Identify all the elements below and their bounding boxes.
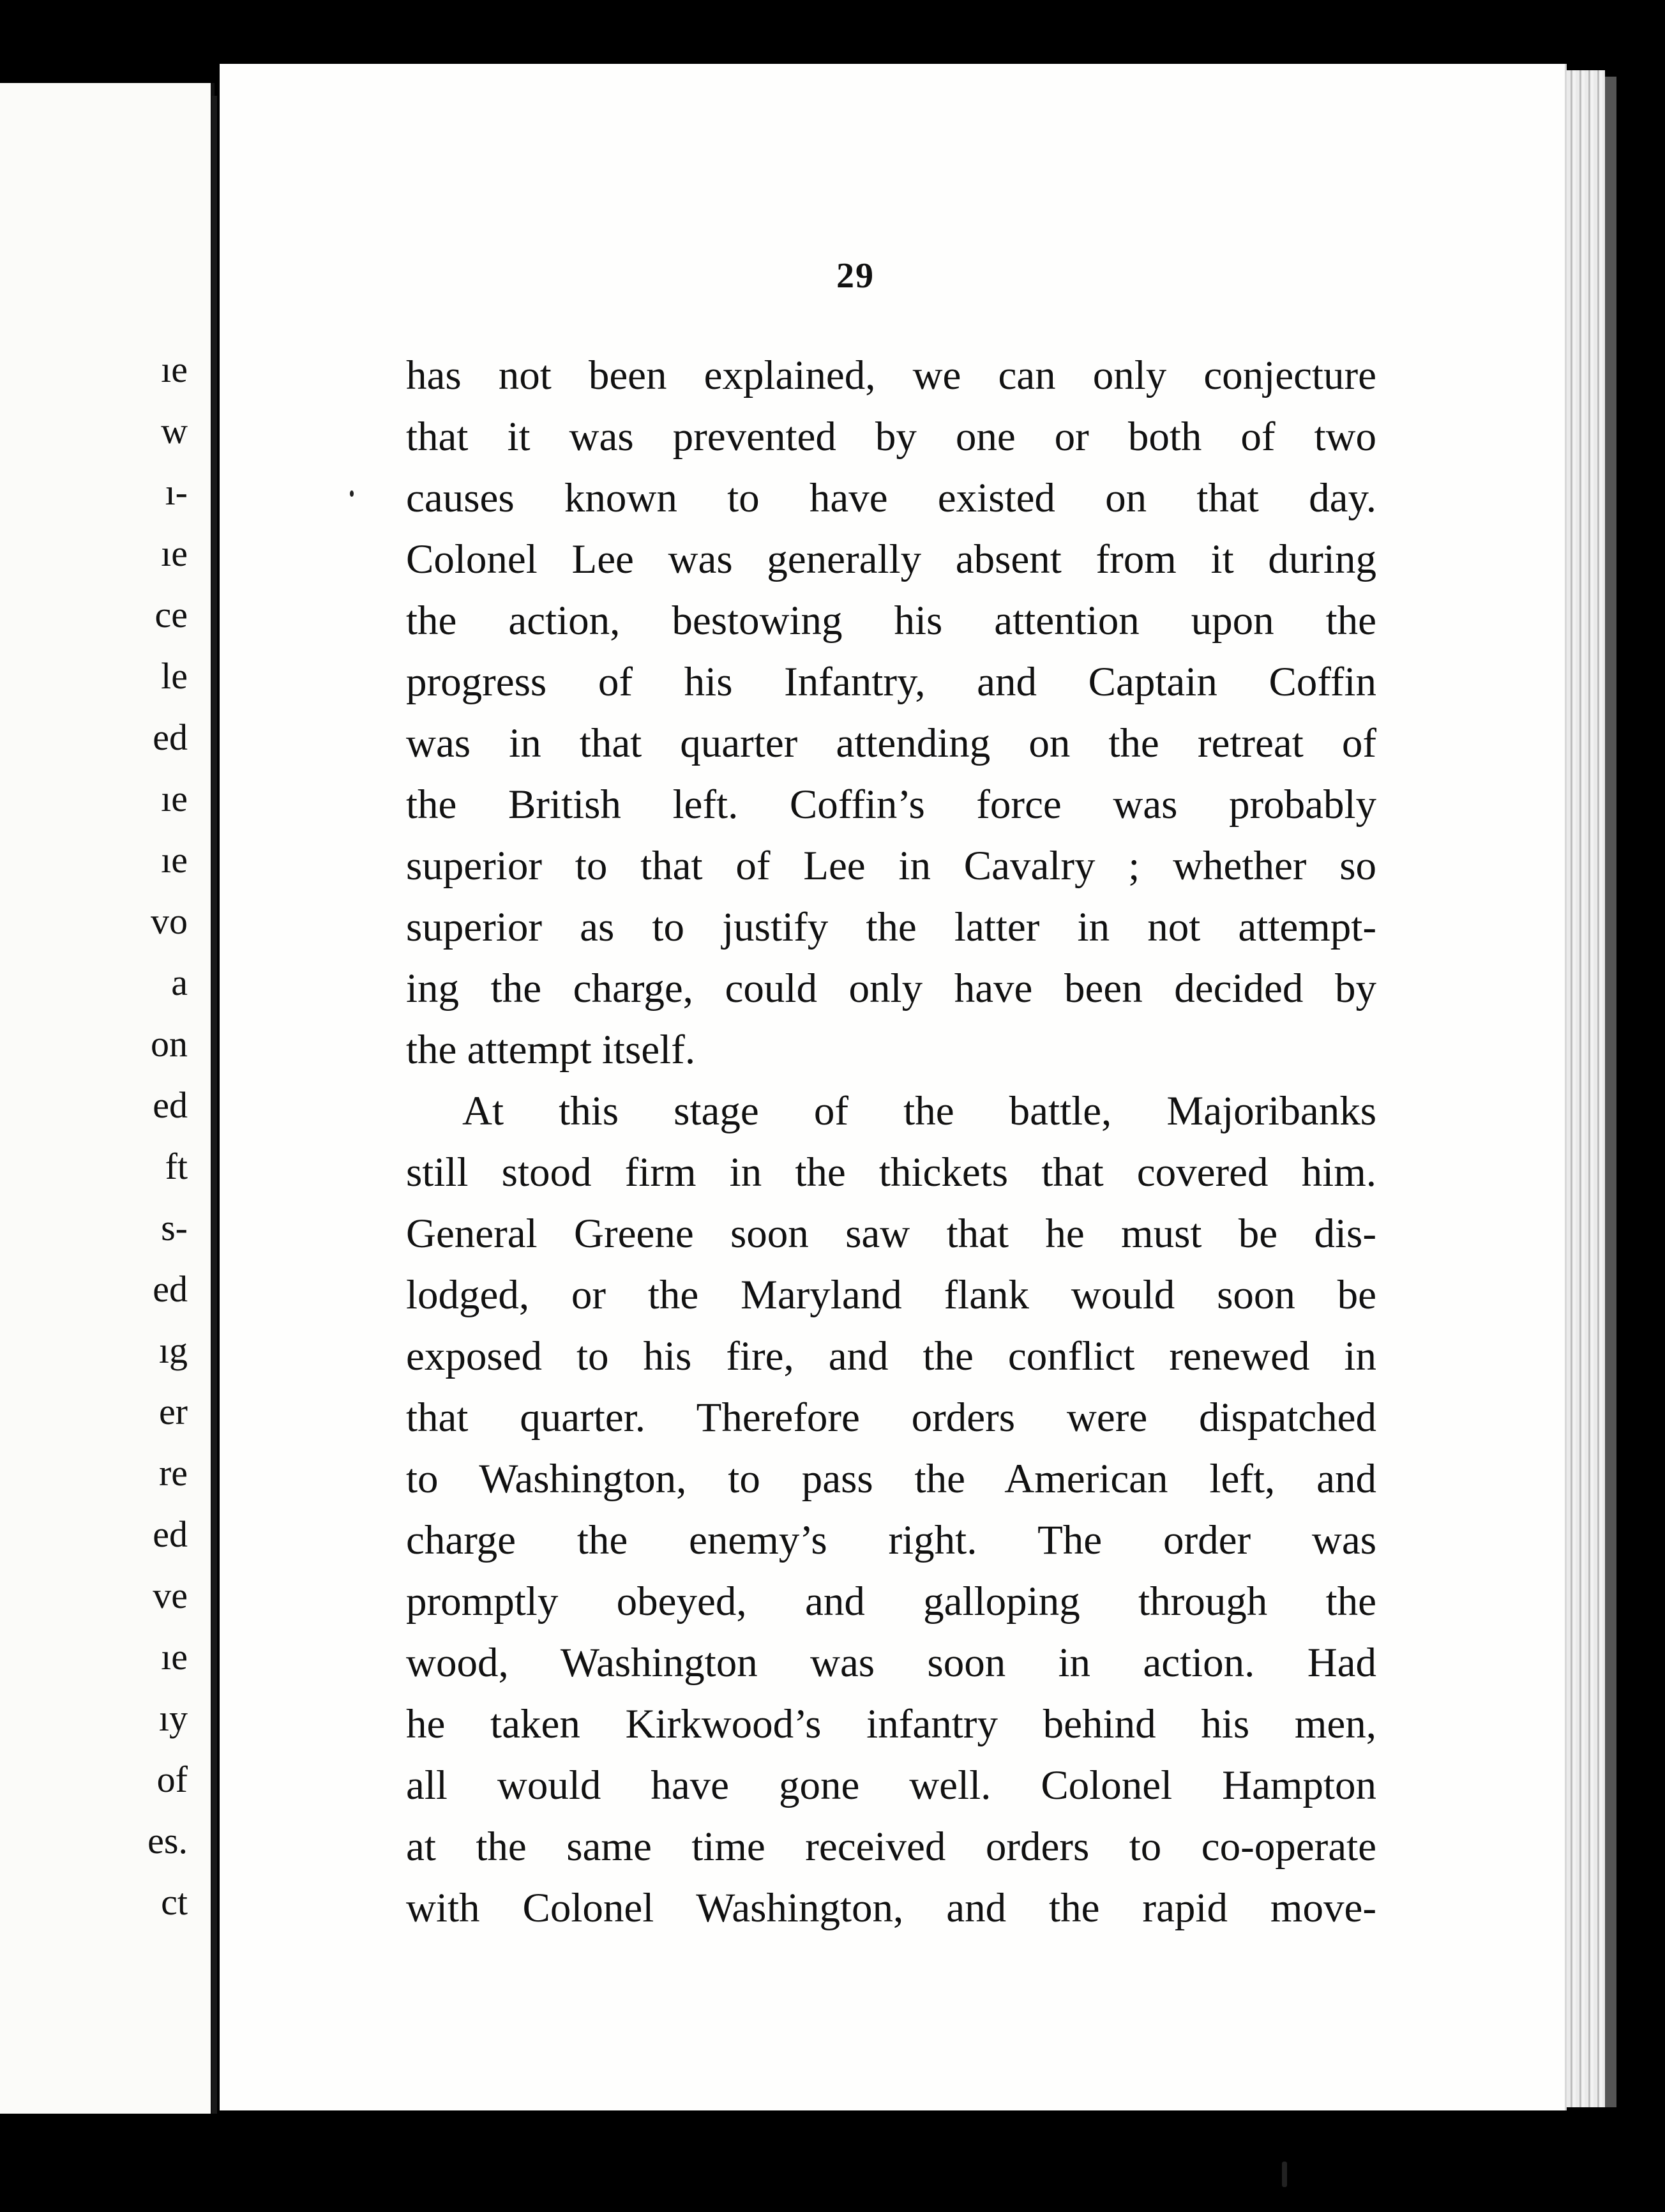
text-line: superior as to justify the latter in not attempt-: [406, 904, 1376, 950]
text-line: At this stage of the battle, Majoribanks: [462, 1088, 1376, 1134]
page-edges: [1567, 70, 1605, 2107]
text-line: superior to that of Lee in Cavalry ; whether so: [406, 843, 1376, 889]
text-line: that it was prevented by one or both of two: [406, 414, 1376, 460]
text-line: ing the charge, could only have been decided by: [406, 966, 1376, 1011]
left-page-fragment: le: [161, 655, 188, 697]
text-line: lodged, or the Maryland flank would soon be: [406, 1272, 1376, 1318]
text-line: still stood firm in the thickets that covered him.: [406, 1149, 1376, 1195]
left-page-fragment: ıe: [161, 778, 188, 819]
left-page-fragment: of: [156, 1759, 188, 1800]
text-line: at the same time received orders to co-operate: [406, 1824, 1376, 1870]
text-line: the British left. Coffin’s force was probably: [406, 782, 1376, 828]
text-line: promptly obeyed, and galloping through the: [406, 1579, 1376, 1625]
text-line: has not been explained, we can only conjecture: [406, 352, 1376, 398]
page-edge-shadow: [1605, 77, 1616, 2107]
left-page-fragment: ct: [161, 1881, 188, 1923]
left-page-fragment: ed: [153, 1513, 188, 1555]
left-page-fragment: ıy: [158, 1697, 188, 1739]
book-gutter: [212, 96, 217, 2114]
left-page-fragment: ed: [153, 1084, 188, 1126]
left-page-fragment: ed: [153, 1268, 188, 1310]
text-line: with Colonel Washington, and the rapid move-: [406, 1885, 1376, 1931]
text-line: causes known to have existed on that day.: [406, 475, 1376, 521]
text-line: to Washington, to pass the American left, and: [406, 1456, 1376, 1502]
left-page-fragment: on: [151, 1023, 188, 1064]
left-page-fragment: ı-: [165, 471, 188, 513]
text-line: was in that quarter attending on the retreat of: [406, 720, 1376, 766]
text-line: all would have gone well. Colonel Hampton: [406, 1762, 1376, 1808]
left-page-fragment: ve: [153, 1575, 188, 1616]
text-line: that quarter. Therefore orders were dispatched: [406, 1395, 1376, 1441]
paragraph: [406, 345, 1376, 1080]
left-page-fragment: ıe: [161, 1636, 188, 1678]
text-line: he taken Kirkwood’s infantry behind his men,: [406, 1701, 1376, 1747]
paragraph: [406, 1080, 1376, 1939]
previous-page: [0, 83, 215, 2114]
left-page-fragment: vo: [151, 900, 188, 942]
text-line: progress of his Infantry, and Captain Coffin: [406, 659, 1376, 705]
text-line: General Greene soon saw that he must be dis-: [406, 1211, 1376, 1257]
text-line: wood, Washington was soon in action. Had: [406, 1640, 1376, 1686]
left-page-fragment: s-: [161, 1207, 188, 1248]
left-page-fragment: ıg: [158, 1329, 188, 1371]
left-page-fragment: ft: [165, 1146, 188, 1187]
left-page-fragment: es.: [147, 1820, 188, 1861]
text-line: the attempt itself.: [406, 1027, 696, 1073]
left-page-fragment: w: [161, 410, 188, 451]
left-page-fragment: ıe: [161, 349, 188, 390]
text-line: charge the enemy’s right. The order was: [406, 1517, 1376, 1563]
left-page-fragment: ce: [154, 594, 188, 635]
text-line: the action, bestowing his attention upon the: [406, 598, 1376, 644]
left-page-fragment: er: [158, 1391, 188, 1432]
left-page-fragment: ıe: [161, 839, 188, 881]
scan-speck: [1282, 2162, 1287, 2187]
text-line: Colonel Lee was generally absent from it during: [406, 536, 1376, 582]
scan-speck: [350, 490, 354, 497]
left-page-fragment: a: [171, 962, 188, 1003]
left-page-fragment: ıe: [161, 533, 188, 574]
left-page-fragment: ed: [153, 716, 188, 758]
body-text: [406, 345, 1376, 1939]
left-page-fragment: re: [158, 1452, 188, 1494]
page-number: 29: [836, 256, 875, 296]
text-line: exposed to his fire, and the conflict renewed in: [406, 1333, 1376, 1379]
